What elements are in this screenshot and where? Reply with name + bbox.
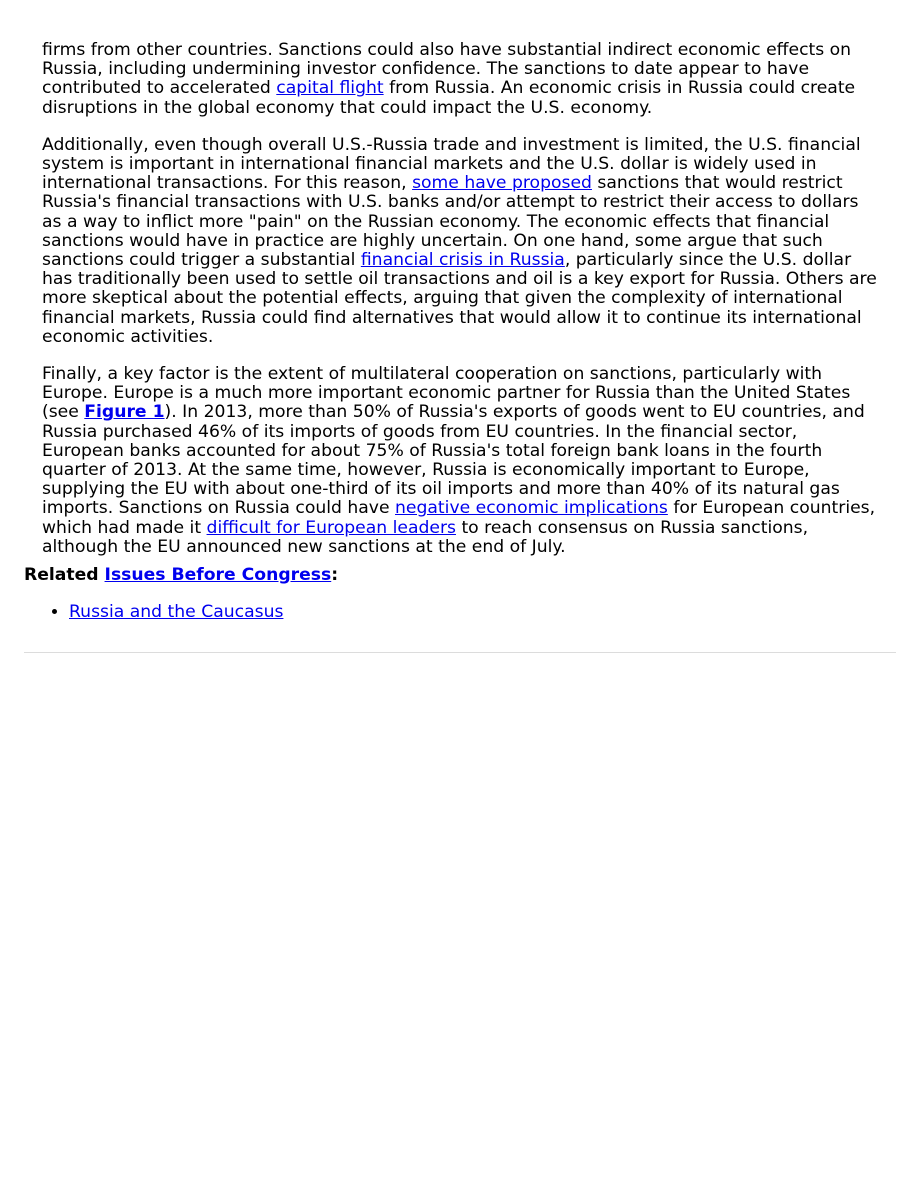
paragraph-1	[42, 41, 878, 118]
difficult-for-european-leaders-link[interactable]: difficult for European leaders	[206, 517, 456, 538]
paragraph-text: , particularly since the U.S. dollar has traditionally been used to settle oil transactions and oil is a key export for Russia. Others are more skeptical about the potential effects, arguing that given the complexity of international financial markets, Russia could find alternatives that would allow it to continue its international economic activities.	[42, 250, 877, 347]
paragraph-3	[42, 365, 878, 557]
paragraph-text: for European countries, which had made it	[42, 498, 876, 538]
paragraph-text: firms from other countries. Sanctions could also have substantial indirect economic effects on Russia, including undermining investor confidence. The sanctions to date appear to have contributed to accelerated	[42, 40, 852, 99]
paragraph-text: to reach consensus on Russia sanctions, although the EU announced new sanctions at the end of July.	[42, 517, 809, 557]
russia-caucasus-link[interactable]: Russia and the Caucasus	[69, 602, 284, 622]
paragraph-text: ). In 2013, more than 50% of Russia's exports of goods went to EU countries, and Russia purchased 46% of its imports of goods from EU countries. In the financial sector, European banks accounted for about 75% of Russia's total foreign bank loans in the fourth quarter of 2013. At the same time, however, Russia is economically important to Europe, supplying the EU with about one-third of its oil imports and more than 40% of its natural gas imports. Sanctions on Russia could have	[42, 402, 865, 519]
related-heading	[24, 566, 884, 585]
issues-before-congress-link[interactable]: Issues Before Congress	[104, 565, 332, 585]
paragraph-text: sanctions that would restrict Russia's financial transactions with U.S. banks and/or attempt to restrict their access to dollars as a way to inflict more "pain" on the Russian economy. The economic effects that financial sanctions would have in practice are highly uncertain. On one hand, some argue that such sanctions could trigger a substantial	[42, 173, 859, 271]
capital-flight-link[interactable]: capital flight	[276, 78, 384, 99]
paragraph-text: Additionally, even though overall U.S.-Russia trade and investment is limited, the U.S. financial system is important in international financial markets and the U.S. dollar is widely used in international transactions. For this reason,	[42, 134, 861, 194]
related-issues-list	[24, 603, 283, 622]
related-prefix: Related	[24, 565, 105, 585]
list-item	[69, 603, 283, 622]
article-body	[42, 41, 878, 575]
figure-1-link[interactable]: Figure 1	[84, 402, 165, 423]
divider	[24, 652, 896, 653]
paragraph-text: from Russia. An economic crisis in Russia could create disruptions in the global economy that could impact the U.S. economy.	[42, 78, 856, 118]
paragraph-text: Finally, a key factor is the extent of multilateral cooperation on sanctions, particularly with Europe. Europe is a much more important economic partner for Russia than the United States (see	[42, 364, 851, 423]
paragraph-2	[42, 136, 878, 347]
financial-crisis-link[interactable]: financial crisis in Russia	[360, 250, 565, 271]
related-suffix: :	[331, 565, 339, 585]
some-have-proposed-link[interactable]: some have proposed	[412, 173, 592, 194]
negative-economic-implications-link[interactable]: negative economic implications	[395, 498, 668, 519]
